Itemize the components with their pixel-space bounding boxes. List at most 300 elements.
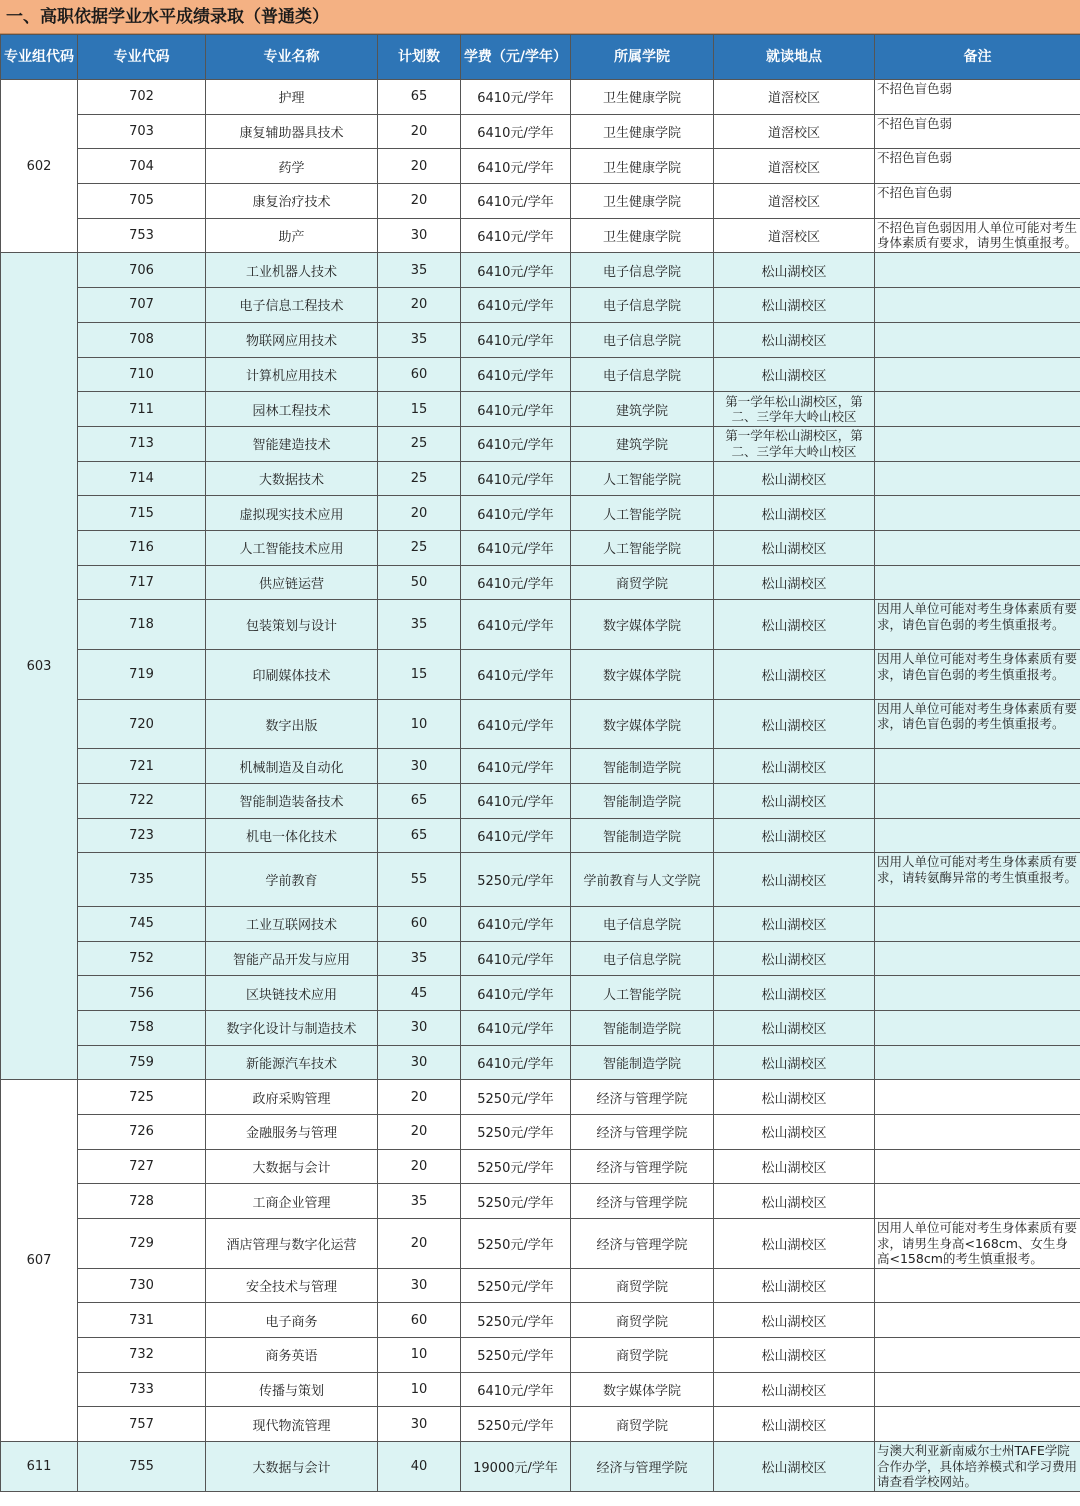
header-fee: 学费（元/学年）	[461, 35, 571, 80]
major-name-cell: 智能制造装备技术	[206, 784, 378, 819]
location-cell: 松山湖校区	[714, 1011, 875, 1046]
location-cell: 松山湖校区	[714, 1219, 875, 1269]
table-row	[1, 650, 1080, 700]
fee-cell: 5250元/学年	[461, 1338, 571, 1373]
college-cell: 商贸学院	[571, 1407, 714, 1442]
plan-count-cell: 20	[378, 1219, 461, 1269]
notes-cell	[875, 1184, 1080, 1219]
location-cell: 松山湖校区	[714, 1303, 875, 1338]
table-row	[1, 1268, 1080, 1303]
major-name-cell: 新能源汽车技术	[206, 1045, 378, 1080]
college-cell: 经济与管理学院	[571, 1184, 714, 1219]
fee-cell: 5250元/学年	[461, 1184, 571, 1219]
notes-cell	[875, 1045, 1080, 1080]
table-row	[1, 253, 1080, 288]
location-cell: 松山湖校区	[714, 699, 875, 749]
table-row	[1, 496, 1080, 531]
notes-cell: 与澳大利亚新南威尔士州TAFE学院合作办学，具体培养模式和学习费用请查看学校网站。	[875, 1442, 1080, 1492]
notes-cell: 因用人单位可能对考生身体素质有要求，请色盲色弱的考生慎重报考。	[875, 650, 1080, 700]
table-row	[1, 565, 1080, 600]
notes-cell	[875, 426, 1080, 461]
major-code-cell: 717	[78, 565, 206, 600]
major-name-cell: 智能建造技术	[206, 426, 378, 461]
major-name-cell: 智能产品开发与应用	[206, 941, 378, 976]
major-code-cell: 722	[78, 784, 206, 819]
major-code-cell: 758	[78, 1011, 206, 1046]
fee-cell: 6410元/学年	[461, 818, 571, 853]
fee-cell: 6410元/学年	[461, 322, 571, 357]
location-cell: 道滘校区	[714, 80, 875, 115]
table-row	[1, 1149, 1080, 1184]
location-cell: 第一学年松山湖校区，第二、三学年大岭山校区	[714, 426, 875, 461]
location-cell: 松山湖校区	[714, 1268, 875, 1303]
table-row	[1, 426, 1080, 461]
college-cell: 卫生健康学院	[571, 184, 714, 219]
fee-cell: 5250元/学年	[461, 1407, 571, 1442]
table-row	[1, 288, 1080, 323]
major-code-cell: 706	[78, 253, 206, 288]
major-code-cell: 719	[78, 650, 206, 700]
location-cell: 松山湖校区	[714, 1184, 875, 1219]
location-cell: 松山湖校区	[714, 253, 875, 288]
table-row	[1, 1372, 1080, 1407]
major-code-cell: 708	[78, 322, 206, 357]
location-cell: 松山湖校区	[714, 1149, 875, 1184]
major-code-cell: 707	[78, 288, 206, 323]
plan-count-cell: 35	[378, 1184, 461, 1219]
major-code-cell: 727	[78, 1149, 206, 1184]
table-row	[1, 218, 1080, 253]
notes-cell	[875, 1011, 1080, 1046]
table-row	[1, 1338, 1080, 1373]
location-cell: 松山湖校区	[714, 322, 875, 357]
college-cell: 电子信息学院	[571, 253, 714, 288]
notes-cell: 不招色盲色弱	[875, 80, 1080, 115]
plan-count-cell: 25	[378, 426, 461, 461]
location-cell: 松山湖校区	[714, 461, 875, 496]
college-cell: 人工智能学院	[571, 496, 714, 531]
college-cell: 经济与管理学院	[571, 1080, 714, 1115]
plan-count-cell: 40	[378, 1442, 461, 1492]
plan-count-cell: 30	[378, 749, 461, 784]
notes-cell: 不招色盲色弱因用人单位可能对考生身体素质有要求，请男生慎重报考。	[875, 218, 1080, 253]
location-cell: 松山湖校区	[714, 565, 875, 600]
major-name-cell: 物联网应用技术	[206, 322, 378, 357]
admission-table	[0, 34, 1080, 1492]
fee-cell: 6410元/学年	[461, 749, 571, 784]
college-cell: 经济与管理学院	[571, 1219, 714, 1269]
plan-count-cell: 20	[378, 288, 461, 323]
group-code-cell: 602	[1, 80, 78, 253]
table-row	[1, 906, 1080, 941]
college-cell: 商贸学院	[571, 1268, 714, 1303]
notes-cell	[875, 1080, 1080, 1115]
college-cell: 智能制造学院	[571, 1011, 714, 1046]
major-code-cell: 702	[78, 80, 206, 115]
table-row	[1, 976, 1080, 1011]
fee-cell: 6410元/学年	[461, 392, 571, 427]
fee-cell: 6410元/学年	[461, 253, 571, 288]
plan-count-cell: 10	[378, 1372, 461, 1407]
fee-cell: 5250元/学年	[461, 1115, 571, 1150]
plan-count-cell: 30	[378, 1268, 461, 1303]
notes-cell	[875, 1115, 1080, 1150]
fee-cell: 6410元/学年	[461, 650, 571, 700]
table-row	[1, 699, 1080, 749]
plan-count-cell: 20	[378, 1149, 461, 1184]
college-cell: 建筑学院	[571, 392, 714, 427]
major-code-cell: 728	[78, 1184, 206, 1219]
location-cell: 松山湖校区	[714, 600, 875, 650]
notes-cell	[875, 357, 1080, 392]
college-cell: 电子信息学院	[571, 357, 714, 392]
college-cell: 学前教育与人文学院	[571, 853, 714, 907]
major-code-cell: 753	[78, 218, 206, 253]
plan-count-cell: 60	[378, 357, 461, 392]
major-code-cell: 726	[78, 1115, 206, 1150]
plan-count-cell: 15	[378, 392, 461, 427]
major-name-cell: 工业互联网技术	[206, 906, 378, 941]
fee-cell: 5250元/学年	[461, 1149, 571, 1184]
major-name-cell: 康复辅助器具技术	[206, 114, 378, 149]
fee-cell: 6410元/学年	[461, 184, 571, 219]
college-cell: 数字媒体学院	[571, 699, 714, 749]
group-code-cell: 611	[1, 1442, 78, 1492]
major-name-cell: 商务英语	[206, 1338, 378, 1373]
fee-cell: 6410元/学年	[461, 288, 571, 323]
notes-cell	[875, 784, 1080, 819]
plan-count-cell: 20	[378, 184, 461, 219]
plan-count-cell: 50	[378, 565, 461, 600]
notes-cell	[875, 461, 1080, 496]
location-cell: 道滘校区	[714, 114, 875, 149]
plan-count-cell: 65	[378, 784, 461, 819]
major-code-cell: 735	[78, 853, 206, 907]
major-name-cell: 药学	[206, 149, 378, 184]
location-cell: 松山湖校区	[714, 749, 875, 784]
header-plan: 计划数	[378, 35, 461, 80]
college-cell: 经济与管理学院	[571, 1115, 714, 1150]
major-code-cell: 756	[78, 976, 206, 1011]
plan-count-cell: 35	[378, 941, 461, 976]
location-cell: 松山湖校区	[714, 1442, 875, 1492]
table-row	[1, 1442, 1080, 1492]
notes-cell	[875, 496, 1080, 531]
notes-cell	[875, 818, 1080, 853]
major-code-cell: 755	[78, 1442, 206, 1492]
fee-cell: 5250元/学年	[461, 853, 571, 907]
notes-cell	[875, 1268, 1080, 1303]
notes-cell	[875, 941, 1080, 976]
notes-cell	[875, 1338, 1080, 1373]
major-name-cell: 工业机器人技术	[206, 253, 378, 288]
college-cell: 电子信息学院	[571, 906, 714, 941]
plan-count-cell: 30	[378, 1045, 461, 1080]
college-cell: 智能制造学院	[571, 818, 714, 853]
major-name-cell: 虚拟现实技术应用	[206, 496, 378, 531]
major-name-cell: 酒店管理与数字化运营	[206, 1219, 378, 1269]
major-name-cell: 助产	[206, 218, 378, 253]
major-code-cell: 752	[78, 941, 206, 976]
plan-count-cell: 20	[378, 496, 461, 531]
college-cell: 数字媒体学院	[571, 600, 714, 650]
location-cell: 松山湖校区	[714, 1115, 875, 1150]
notes-cell	[875, 1149, 1080, 1184]
location-cell: 松山湖校区	[714, 1045, 875, 1080]
major-code-cell: 718	[78, 600, 206, 650]
fee-cell: 6410元/学年	[461, 218, 571, 253]
major-code-cell: 730	[78, 1268, 206, 1303]
location-cell: 松山湖校区	[714, 357, 875, 392]
notes-cell	[875, 322, 1080, 357]
college-cell: 商贸学院	[571, 1338, 714, 1373]
fee-cell: 6410元/学年	[461, 80, 571, 115]
major-name-cell: 现代物流管理	[206, 1407, 378, 1442]
group-code-cell: 603	[1, 253, 78, 1080]
major-code-cell: 713	[78, 426, 206, 461]
location-cell: 松山湖校区	[714, 941, 875, 976]
table-row	[1, 1219, 1080, 1269]
plan-count-cell: 60	[378, 1303, 461, 1338]
page-title: 一、高职依据学业水平成绩录取（普通类）	[0, 0, 1080, 34]
table-row	[1, 818, 1080, 853]
location-cell: 松山湖校区	[714, 288, 875, 323]
plan-count-cell: 65	[378, 818, 461, 853]
table-row	[1, 853, 1080, 907]
major-name-cell: 包装策划与设计	[206, 600, 378, 650]
major-code-cell: 720	[78, 699, 206, 749]
major-name-cell: 护理	[206, 80, 378, 115]
location-cell: 松山湖校区	[714, 650, 875, 700]
major-name-cell: 印刷媒体技术	[206, 650, 378, 700]
major-name-cell: 大数据与会计	[206, 1149, 378, 1184]
table-row	[1, 1115, 1080, 1150]
major-name-cell: 供应链运营	[206, 565, 378, 600]
location-cell: 道滘校区	[714, 149, 875, 184]
location-cell: 松山湖校区	[714, 1080, 875, 1115]
fee-cell: 6410元/学年	[461, 600, 571, 650]
header-group-code: 专业组代码	[1, 35, 78, 80]
major-name-cell: 安全技术与管理	[206, 1268, 378, 1303]
fee-cell: 6410元/学年	[461, 496, 571, 531]
fee-cell: 6410元/学年	[461, 784, 571, 819]
notes-cell	[875, 1372, 1080, 1407]
table-row	[1, 784, 1080, 819]
fee-cell: 5250元/学年	[461, 1268, 571, 1303]
fee-cell: 6410元/学年	[461, 976, 571, 1011]
table-row	[1, 392, 1080, 427]
fee-cell: 6410元/学年	[461, 461, 571, 496]
table-row	[1, 600, 1080, 650]
location-cell: 松山湖校区	[714, 976, 875, 1011]
college-cell: 人工智能学院	[571, 461, 714, 496]
major-name-cell: 金融服务与管理	[206, 1115, 378, 1150]
header-college: 所属学院	[571, 35, 714, 80]
table-row	[1, 322, 1080, 357]
major-name-cell: 电子信息工程技术	[206, 288, 378, 323]
header-row	[1, 35, 1080, 80]
plan-count-cell: 35	[378, 322, 461, 357]
plan-count-cell: 25	[378, 461, 461, 496]
notes-cell	[875, 906, 1080, 941]
college-cell: 人工智能学院	[571, 530, 714, 565]
major-code-cell: 703	[78, 114, 206, 149]
major-name-cell: 工商企业管理	[206, 1184, 378, 1219]
location-cell: 松山湖校区	[714, 530, 875, 565]
college-cell: 人工智能学院	[571, 976, 714, 1011]
major-code-cell: 729	[78, 1219, 206, 1269]
notes-cell: 因用人单位可能对考生身体素质有要求，请转氨酶异常的考生慎重报考。	[875, 853, 1080, 907]
major-name-cell: 园林工程技术	[206, 392, 378, 427]
notes-cell	[875, 392, 1080, 427]
college-cell: 数字媒体学院	[571, 650, 714, 700]
college-cell: 智能制造学院	[571, 784, 714, 819]
major-name-cell: 数字出版	[206, 699, 378, 749]
major-code-cell: 714	[78, 461, 206, 496]
table-row	[1, 1045, 1080, 1080]
major-name-cell: 康复治疗技术	[206, 184, 378, 219]
notes-cell	[875, 565, 1080, 600]
major-code-cell: 757	[78, 1407, 206, 1442]
fee-cell: 6410元/学年	[461, 1372, 571, 1407]
plan-count-cell: 45	[378, 976, 461, 1011]
plan-count-cell: 10	[378, 1338, 461, 1373]
notes-cell: 不招色盲色弱	[875, 114, 1080, 149]
college-cell: 经济与管理学院	[571, 1442, 714, 1492]
major-code-cell: 715	[78, 496, 206, 531]
major-name-cell: 数字化设计与制造技术	[206, 1011, 378, 1046]
table-row	[1, 1080, 1080, 1115]
location-cell: 松山湖校区	[714, 496, 875, 531]
plan-count-cell: 30	[378, 1011, 461, 1046]
major-name-cell: 大数据技术	[206, 461, 378, 496]
fee-cell: 6410元/学年	[461, 530, 571, 565]
fee-cell: 6410元/学年	[461, 906, 571, 941]
table-row	[1, 1303, 1080, 1338]
major-name-cell: 机电一体化技术	[206, 818, 378, 853]
location-cell: 松山湖校区	[714, 1407, 875, 1442]
notes-cell: 不招色盲色弱	[875, 149, 1080, 184]
major-code-cell: 732	[78, 1338, 206, 1373]
location-cell: 松山湖校区	[714, 853, 875, 907]
table-row	[1, 1011, 1080, 1046]
header-major-code: 专业代码	[78, 35, 206, 80]
fee-cell: 6410元/学年	[461, 114, 571, 149]
major-name-cell: 人工智能技术应用	[206, 530, 378, 565]
table-row	[1, 1407, 1080, 1442]
notes-cell: 因用人单位可能对考生身体素质有要求，请男生身高<168cm、女生身高<158cm的考生慎重报考。	[875, 1219, 1080, 1269]
major-code-cell: 733	[78, 1372, 206, 1407]
notes-cell	[875, 253, 1080, 288]
notes-cell: 因用人单位可能对考生身体素质有要求，请色盲色弱的考生慎重报考。	[875, 699, 1080, 749]
major-code-cell: 711	[78, 392, 206, 427]
plan-count-cell: 35	[378, 253, 461, 288]
fee-cell: 6410元/学年	[461, 565, 571, 600]
plan-count-cell: 35	[378, 600, 461, 650]
major-name-cell: 大数据与会计	[206, 1442, 378, 1492]
fee-cell: 6410元/学年	[461, 426, 571, 461]
notes-cell	[875, 1303, 1080, 1338]
major-code-cell: 725	[78, 1080, 206, 1115]
plan-count-cell: 60	[378, 906, 461, 941]
notes-cell: 不招色盲色弱	[875, 184, 1080, 219]
location-cell: 道滘校区	[714, 218, 875, 253]
notes-cell	[875, 1407, 1080, 1442]
notes-cell	[875, 749, 1080, 784]
group-code-cell: 607	[1, 1080, 78, 1442]
major-name-cell: 区块链技术应用	[206, 976, 378, 1011]
fee-cell: 5250元/学年	[461, 1219, 571, 1269]
table-row	[1, 357, 1080, 392]
plan-count-cell: 65	[378, 80, 461, 115]
major-code-cell: 705	[78, 184, 206, 219]
notes-cell: 因用人单位可能对考生身体素质有要求，请色盲色弱的考生慎重报考。	[875, 600, 1080, 650]
college-cell: 智能制造学院	[571, 1045, 714, 1080]
table-row	[1, 749, 1080, 784]
major-code-cell: 731	[78, 1303, 206, 1338]
major-code-cell: 721	[78, 749, 206, 784]
fee-cell: 6410元/学年	[461, 1045, 571, 1080]
college-cell: 数字媒体学院	[571, 1372, 714, 1407]
college-cell: 商贸学院	[571, 1303, 714, 1338]
major-name-cell: 学前教育	[206, 853, 378, 907]
major-name-cell: 政府采购管理	[206, 1080, 378, 1115]
notes-cell	[875, 530, 1080, 565]
location-cell: 第一学年松山湖校区，第二、三学年大岭山校区	[714, 392, 875, 427]
major-code-cell: 710	[78, 357, 206, 392]
plan-count-cell: 20	[378, 1115, 461, 1150]
fee-cell: 6410元/学年	[461, 941, 571, 976]
table-row	[1, 941, 1080, 976]
fee-cell: 19000元/学年	[461, 1442, 571, 1492]
table-row	[1, 114, 1080, 149]
college-cell: 智能制造学院	[571, 749, 714, 784]
college-cell: 卫生健康学院	[571, 149, 714, 184]
location-cell: 松山湖校区	[714, 1372, 875, 1407]
plan-count-cell: 30	[378, 218, 461, 253]
fee-cell: 6410元/学年	[461, 357, 571, 392]
notes-cell	[875, 288, 1080, 323]
fee-cell: 5250元/学年	[461, 1080, 571, 1115]
location-cell: 道滘校区	[714, 184, 875, 219]
fee-cell: 6410元/学年	[461, 149, 571, 184]
plan-count-cell: 20	[378, 114, 461, 149]
location-cell: 松山湖校区	[714, 1338, 875, 1373]
plan-count-cell: 20	[378, 149, 461, 184]
table-row	[1, 461, 1080, 496]
header-major-name: 专业名称	[206, 35, 378, 80]
college-cell: 建筑学院	[571, 426, 714, 461]
major-code-cell: 759	[78, 1045, 206, 1080]
plan-count-cell: 15	[378, 650, 461, 700]
college-cell: 电子信息学院	[571, 288, 714, 323]
table-row	[1, 184, 1080, 219]
table-row	[1, 530, 1080, 565]
table-row	[1, 149, 1080, 184]
location-cell: 松山湖校区	[714, 906, 875, 941]
major-name-cell: 机械制造及自动化	[206, 749, 378, 784]
college-cell: 卫生健康学院	[571, 218, 714, 253]
location-cell: 松山湖校区	[714, 818, 875, 853]
table-body	[1, 80, 1080, 1492]
fee-cell: 6410元/学年	[461, 699, 571, 749]
notes-cell	[875, 976, 1080, 1011]
college-cell: 电子信息学院	[571, 941, 714, 976]
college-cell: 电子信息学院	[571, 322, 714, 357]
major-name-cell: 传播与策划	[206, 1372, 378, 1407]
major-code-cell: 723	[78, 818, 206, 853]
table-row	[1, 80, 1080, 115]
